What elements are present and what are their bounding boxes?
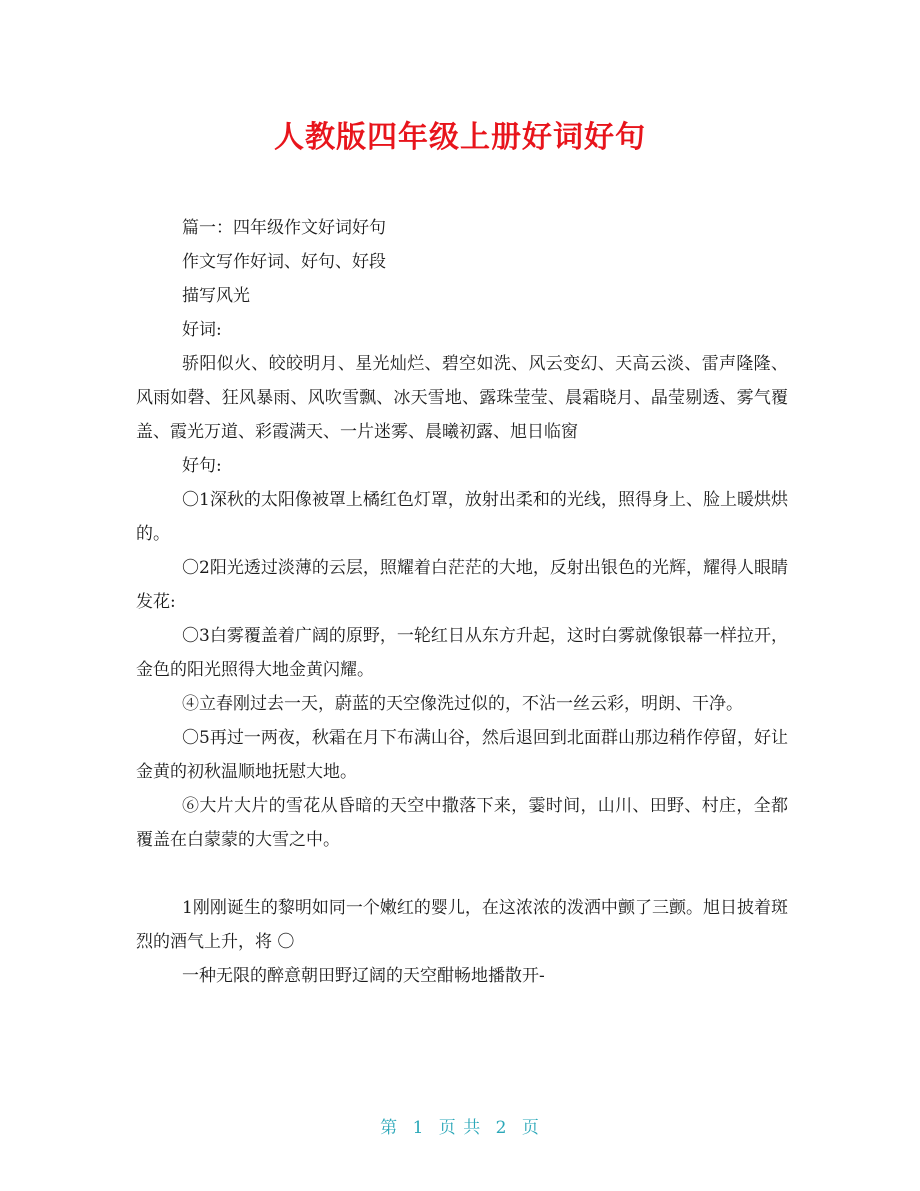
paragraph: 好句: — [182, 456, 222, 476]
paragraph: ⑥大片大片的雪花从昏暗的天空中撒落下来，霎时间，山川、田野、村庄，全都覆盖在白蒙蒙的大雪之中。 — [136, 796, 788, 850]
document-title: 人教版四年级上册好词好句 — [274, 120, 646, 155]
paragraph: 好词: — [182, 320, 222, 340]
paragraph: 一种无限的醉意朝田野辽阔的天空酣畅地播散开- — [182, 966, 545, 986]
paragraph-gap — [136, 857, 788, 891]
paragraph: 〇2阳光透过淡薄的云层，照耀着白茫茫的大地，反射出银色的光辉，耀得人眼睛发花: — [136, 558, 788, 612]
document-body — [136, 211, 788, 993]
paragraph: 描写风光 — [182, 286, 250, 306]
paragraph: 〇1深秋的太阳像被罩上橘红色灯罩，放射出柔和的光线，照得身上、脸上暖烘烘的。 — [136, 490, 788, 544]
paragraph: 〇5再过一两夜，秋霜在月下布满山谷，然后退回到北面群山那边稍作停留，好让金黄的初秋温顺地抚慰大地。 — [136, 728, 788, 782]
footer-prefix: 第 — [380, 1118, 399, 1138]
footer-middle: 页 共 — [438, 1118, 482, 1138]
paragraph: 篇一：四年级作文好词好句 — [182, 218, 386, 238]
footer-total-pages: 2 — [495, 1118, 508, 1138]
paragraph: 骄阳似火、皎皎明月、星光灿烂、碧空如洗、风云变幻、天高云淡、雷声隆隆、风雨如磬、狂风暴雨、风吹雪飘、冰天雪地、露珠莹莹、晨霜晓月、晶莹剔透、雾气覆盖、霞光万道、彩霞满天、一片迷雾、晨曦初露、旭日临窗 — [136, 354, 788, 442]
paragraph: 〇3白雾覆盖着广阔的原野，一轮红日从东方升起，这时白雾就像银幕一样拉开，金色的阳光照得大地金黄闪耀。 — [136, 626, 788, 680]
footer-current-page: 1 — [412, 1118, 425, 1138]
page-number-footer — [0, 1113, 920, 1138]
footer-suffix: 页 — [521, 1118, 540, 1138]
paragraph: ④立春刚过去一天，蔚蓝的天空像洗过似的，不沾一丝云彩，明朗、干净。 — [182, 694, 743, 714]
paragraph: 作文写作好词、好句、好段 — [182, 252, 386, 272]
paragraph: 1刚刚诞生的黎明如同一个嫩红的婴儿，在这浓浓的泼洒中颤了三颤。旭日披着斑烈的酒气上升，将 〇 — [136, 898, 788, 952]
